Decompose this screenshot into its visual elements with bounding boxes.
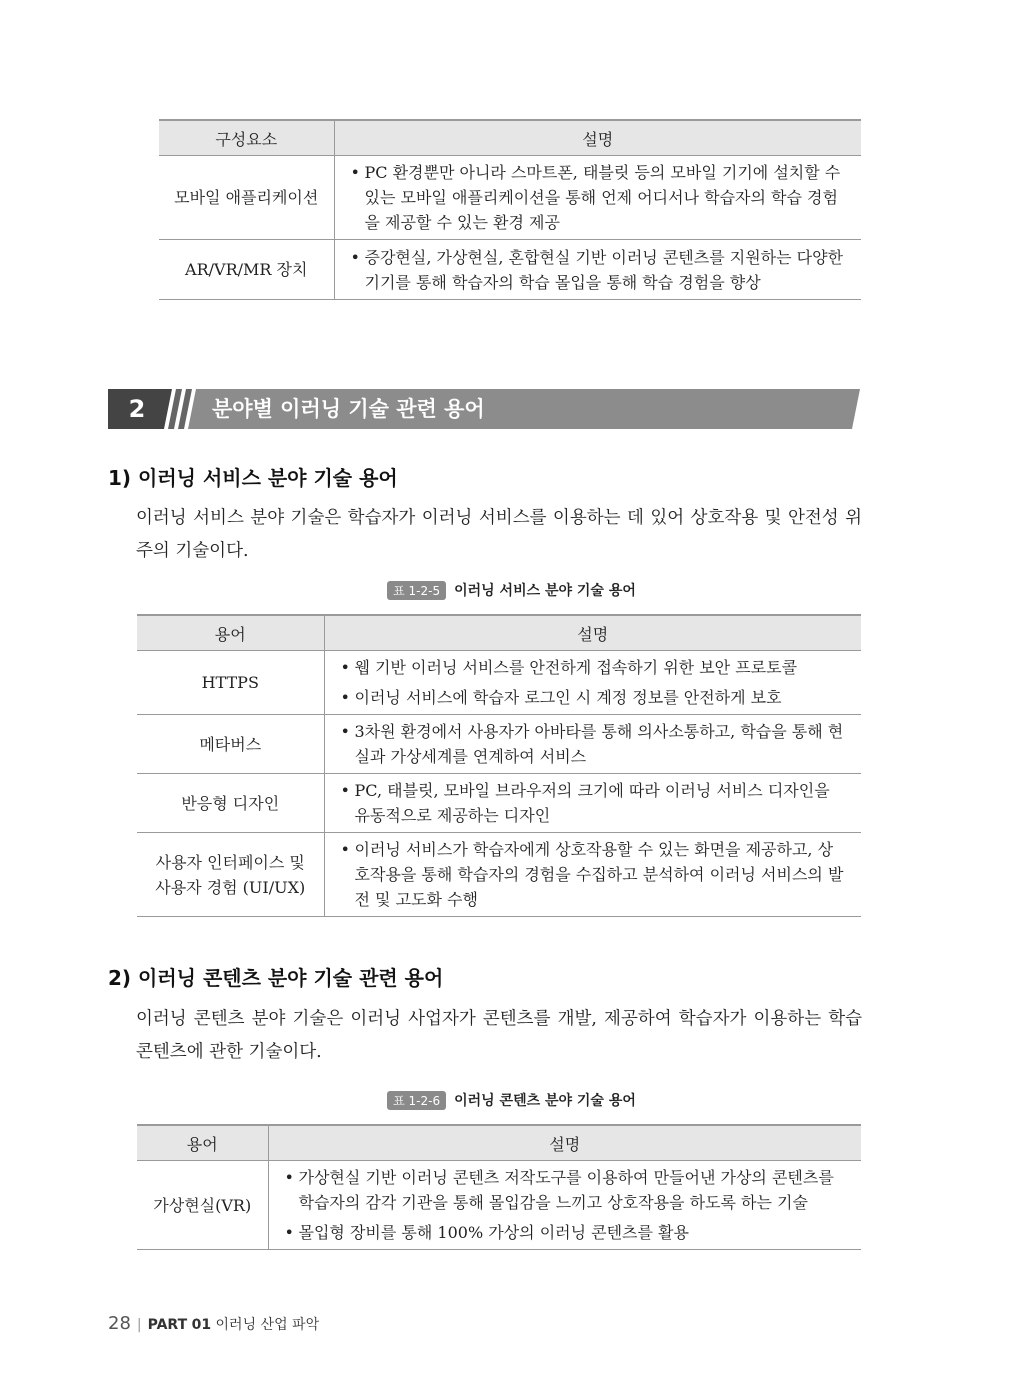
table-header: 용어 — [137, 615, 324, 651]
term-cell: 가상현실(VR) — [137, 1161, 268, 1250]
bullet-item: • PC 환경뿐만 아니라 스마트폰, 태블릿 등의 모바일 기기에 설치할 수 있는 모바일 애플리케이션을 통해 언제 어디서나 학습자의 학습 경험을 제공할 수 있는 환경 제공 — [351, 160, 848, 235]
term-cell: 모바일 애플리케이션 — [159, 156, 334, 240]
term-cell: 사용자 인터페이스 및 사용자 경험 (UI/UX) — [137, 833, 324, 917]
caption-text: 이러닝 서비스 분야 기술 용어 — [454, 583, 636, 599]
table-number-badge: 표 1-2-6 — [387, 1091, 446, 1110]
table-header: 설명 — [324, 615, 861, 651]
table-row — [159, 156, 861, 240]
table-header: 설명 — [268, 1125, 861, 1161]
table-header: 설명 — [334, 120, 861, 156]
desc-cell — [334, 156, 861, 240]
footer-separator: | — [136, 1317, 142, 1333]
paragraph: 이러닝 서비스 분야 기술은 학습자가 이러닝 서비스를 이용하는 데 있어 상호작용 및 안전성 위주의 기술이다. — [136, 508, 862, 561]
section-title: 분야별 이러닝 기술 관련 용어 — [212, 397, 485, 421]
part-label: PART — [147, 1317, 188, 1333]
subsection-heading: 1) 이러닝 서비스 분야 기술 용어 — [108, 466, 398, 490]
table-caption — [0, 580, 1023, 600]
component-table — [159, 119, 861, 300]
table-header: 용어 — [137, 1125, 268, 1161]
part-number: 01 — [191, 1317, 212, 1333]
table-header: 구성요소 — [159, 120, 334, 156]
term-cell: AR/VR/MR 장치 — [159, 240, 334, 300]
paragraph: 이러닝 콘텐츠 분야 기술은 이러닝 사업자가 콘텐츠를 개발, 제공하여 학습자가 이용하는 학습 콘텐츠에 관한 기술이다. — [136, 1009, 862, 1062]
bullet-item: • 증강현실, 가상현실, 혼합현실 기반 이러닝 콘텐츠를 지원하는 다양한 기기를 통해 학습자의 학습 몰입을 통해 학습 경험을 향상 — [351, 245, 848, 295]
desc-cell — [324, 833, 861, 917]
bullet-item: • 웹 기반 이러닝 서비스를 안전하게 접속하기 위한 보안 프로토콜 — [341, 655, 848, 680]
part-title: 이러닝 산업 파악 — [215, 1317, 320, 1333]
desc-cell — [268, 1161, 861, 1250]
content-terms-table — [137, 1124, 861, 1250]
table-row — [137, 651, 861, 715]
service-terms-table — [137, 614, 861, 917]
bullet-item: • 이러닝 서비스에 학습자 로그인 시 계정 정보를 안전하게 보호 — [341, 685, 848, 710]
table-row — [137, 1161, 861, 1250]
table-caption — [0, 1090, 1023, 1110]
desc-cell — [334, 240, 861, 300]
desc-cell — [324, 774, 861, 833]
bullet-item: • 가상현실 기반 이러닝 콘텐츠 저작도구를 이용하여 만들어낸 가상의 콘텐츠를 학습자의 감각 기관을 통해 몰입감을 느끼고 상호작용을 하도록 하는 기술 — [285, 1165, 848, 1215]
term-cell: 반응형 디자인 — [137, 774, 324, 833]
term-cell: 메타버스 — [137, 715, 324, 774]
desc-cell — [324, 651, 861, 715]
section-number: 2 — [128, 395, 146, 423]
table-row — [159, 240, 861, 300]
caption-text: 이러닝 콘텐츠 분야 기술 용어 — [454, 1093, 636, 1109]
bullet-item: • 3차원 환경에서 사용자가 아바타를 통해 의사소통하고, 학습을 통해 현실과 가상세계를 연계하여 서비스 — [341, 719, 848, 769]
section-banner — [108, 389, 860, 429]
bullet-item: • 몰입형 장비를 통해 100% 가상의 이러닝 콘텐츠를 활용 — [285, 1220, 848, 1245]
table-row — [137, 833, 861, 917]
subsection-heading: 2) 이러닝 콘텐츠 분야 기술 관련 용어 — [108, 966, 444, 990]
page-footer — [108, 1313, 319, 1334]
bullet-item: • PC, 태블릿, 모바일 브라우저의 크기에 따라 이러닝 서비스 디자인을 유동적으로 제공하는 디자인 — [341, 778, 848, 828]
table-row — [137, 774, 861, 833]
page-number: 28 — [108, 1313, 131, 1334]
desc-cell — [324, 715, 861, 774]
bullet-item: • 이러닝 서비스가 학습자에게 상호작용할 수 있는 화면을 제공하고, 상호작용을 통해 학습자의 경험을 수집하고 분석하여 이러닝 서비스의 발전 및 고도화 수행 — [341, 837, 848, 912]
table-row — [137, 715, 861, 774]
table-number-badge: 표 1-2-5 — [387, 581, 446, 600]
term-cell: HTTPS — [137, 651, 324, 715]
